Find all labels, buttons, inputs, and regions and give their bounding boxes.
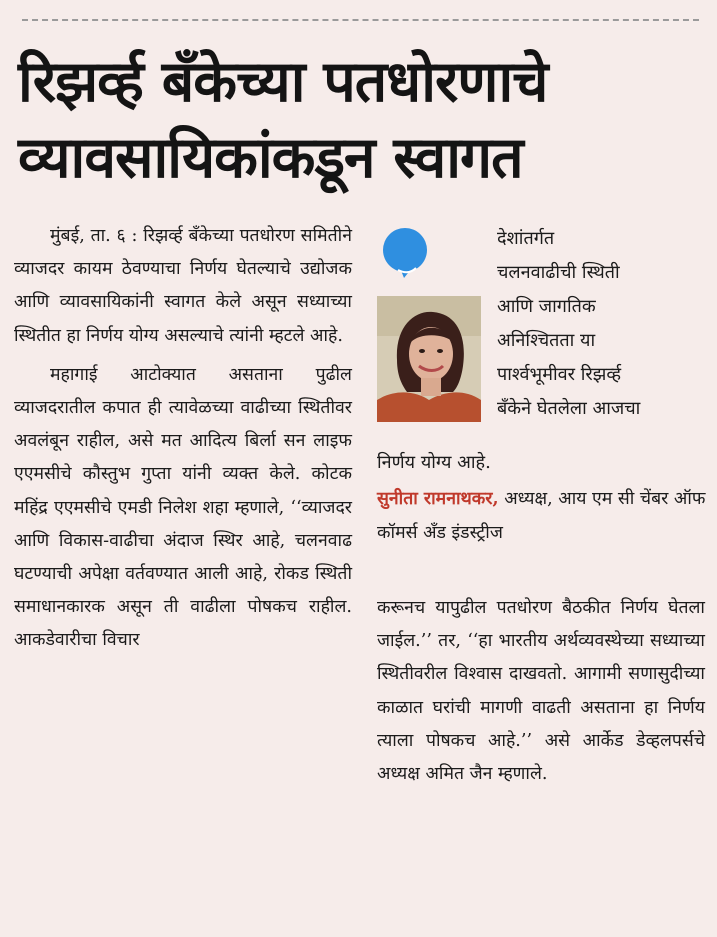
headline-line-2: व्यावसायिकांकडून स्वागत [18,125,523,191]
pull-quote-line: पार्श्वभूमीवर रिझर्व्ह [497,364,622,385]
quote-attribution [377,482,707,550]
speech-bubble-icon [376,226,434,278]
pull-quote-line: आणि जागतिक [497,296,596,317]
article-left-column [14,220,352,658]
article-right-column [377,592,705,791]
article-paragraph-2: महागाई आटोक्यात असताना पुढील व्याजदरातील कपात ही त्यावेळच्या वाढीच्या स्थितीवर अवलंबून राहील, असे मत आदित्य बिर्ला सन लाइफ एएमसीचे कौस्तुभ गुप्ता यांनी व्यक्त केले. कोटक महिंद्र एएमसीचे एमडी निलेश शहा म्हणाले, ‘‘व्याजदर आणि विकास-वाढीचा अंदाज स्थिर आहे, चलनवाढ घटण्याची अपेक्षा वर्तवण्यात आली आहे, रोकड स्थिती समाधानकारक असून ती वाढीला पोषकच राहील. आकडेवारीचा विचार [14,364,352,651]
person-photo [377,296,481,422]
pull-quote-tail: निर्णय योग्य आहे. [377,452,491,473]
pull-quote [497,222,712,426]
pull-quote-line: चलनवाढीची स्थिती [497,262,620,283]
top-dashed-rule [22,19,699,21]
article-paragraph-3: करूनच यापुढील पतधोरण बैठकीत निर्णय घेतला जाईल.’’ तर, ‘‘हा भारतीय अर्थव्यवस्थेच्या सध्याच्या स्थितीवरील विश्वास दाखवतो. आगामी सणासुदीच्या काळात घरांची मागणी वाढती असताना हा निर्णय त्याला पोषकच आहे.’’ असे आर्केड डेव्हलपर्सचे अध्यक्ष अमित जैन म्हणाले. [377,598,705,785]
quote-person-designation: अध्यक्ष, आय एम सी चेंबर ऑफ कॉमर्स अँड इंडस्ट्रीज [377,489,706,543]
pull-quote-line: अनिश्चितता या [497,330,596,351]
article-paragraph-1: मुंबई, ता. ६ : रिझर्व्ह बँकेच्या पतधोरण समितीने व्याजदर कायम ठेवण्याचा निर्णय घेतल्याचे उद्योजक आणि व्यावसायिकांनी स्वागत केले असून सध्याच्या स्थितीत हा निर्णय योग्य असल्याचे त्यांनी म्हटले आहे. [14,226,352,346]
pull-quote-line: बँकेने घेतलेला आजचा [497,398,641,419]
headline-line-1: रिझर्व्ह बँकेच्या पतधोरणाचे [18,49,548,115]
quote-person-name: सुनीता रामनाथकर, [377,488,499,509]
headline [18,44,708,196]
pull-quote-line: देशांतर्गत [497,228,555,249]
